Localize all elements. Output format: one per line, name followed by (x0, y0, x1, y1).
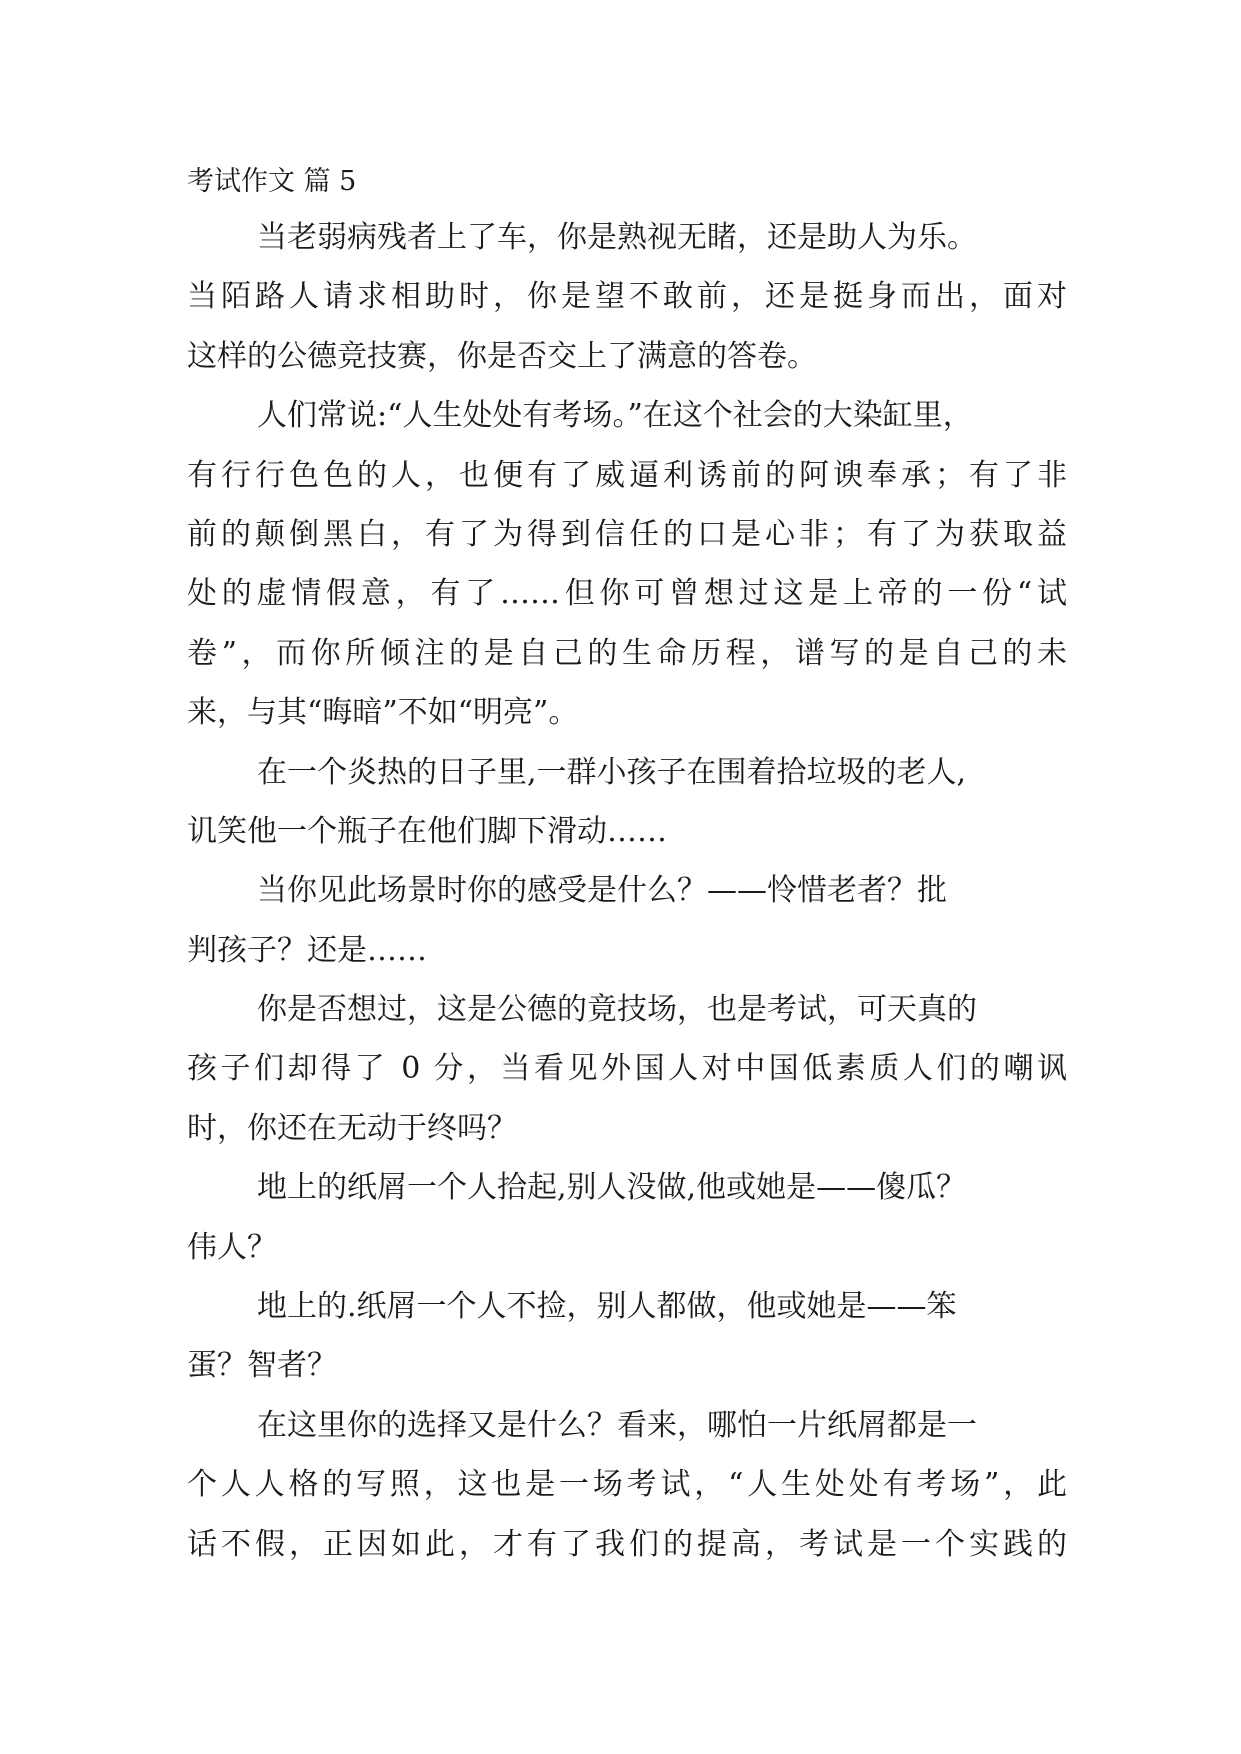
text-line: 在这里你的选择又是什么？看来，哪怕一片纸屑都是一 (257, 1407, 977, 1443)
text-line: 话不假，正因如此，才有了我们的提高，考试是一个实践的 (187, 1526, 1067, 1562)
text-line: 处的虚情假意，有了……但你可曾想过这是上帝的一份“试 (187, 576, 1067, 612)
text-line: 讥笑他一个瓶子在他们脚下滑动…… (187, 813, 667, 849)
text-line: 有行行色色的人，也便有了威逼利诱前的阿谀奉承；有了非 (187, 457, 1067, 493)
essay-title: 考试作文 篇 5 (187, 166, 357, 197)
text-line: 卷”，而你所倾注的是自己的生命历程，谱写的是自己的未 (187, 635, 1067, 671)
text-line: 蛋？智者？ (187, 1348, 337, 1384)
text-line: 人们常说:“人生处处有考场。”在这个社会的大染缸里， (257, 398, 973, 434)
text-line: 地上的纸屑一个人拾起,别人没做,他或她是——傻瓜？ (257, 1170, 967, 1206)
text-line: 孩子们却得了 0 分，当看见外国人对中国低素质人们的嘲讽 (187, 1051, 1067, 1087)
text-line: 个人人格的写照，这也是一场考试，“人生处处有考场”，此 (187, 1467, 1067, 1503)
text-line: 当你见此场景时你的感受是什么？——怜惜老者？批 (257, 873, 947, 909)
text-line: 时，你还在无动于终吗？ (187, 1110, 517, 1146)
text-line: 你是否想过，这是公德的竟技场，也是考试，可天真的 (257, 992, 977, 1028)
essay-body (187, 208, 1067, 1574)
text-line: 这样的公德竞技赛，你是否交上了满意的答卷。 (187, 338, 817, 374)
text-line: 伟人？ (187, 1229, 277, 1265)
text-line: 来，与其“晦暗”不如“明亮”。 (187, 695, 579, 731)
text-line: 当老弱病残者上了车，你是熟视无睹，还是助人为乐。 (257, 220, 977, 255)
text-line: 当陌路人请求相助时，你是望不敢前，还是挺身而出，面对 (187, 279, 1067, 315)
text-line: 前的颠倒黑白，有了为得到信任的口是心非；有了为获取益 (187, 516, 1067, 552)
text-line: 判孩子？还是…… (187, 932, 427, 968)
text-line: 在一个炎热的日子里,一群小孩子在围着拾垃圾的老人, (257, 754, 967, 790)
text-line: 地上的.纸屑一个人不捡，别人都做，他或她是——笨 (257, 1289, 957, 1325)
